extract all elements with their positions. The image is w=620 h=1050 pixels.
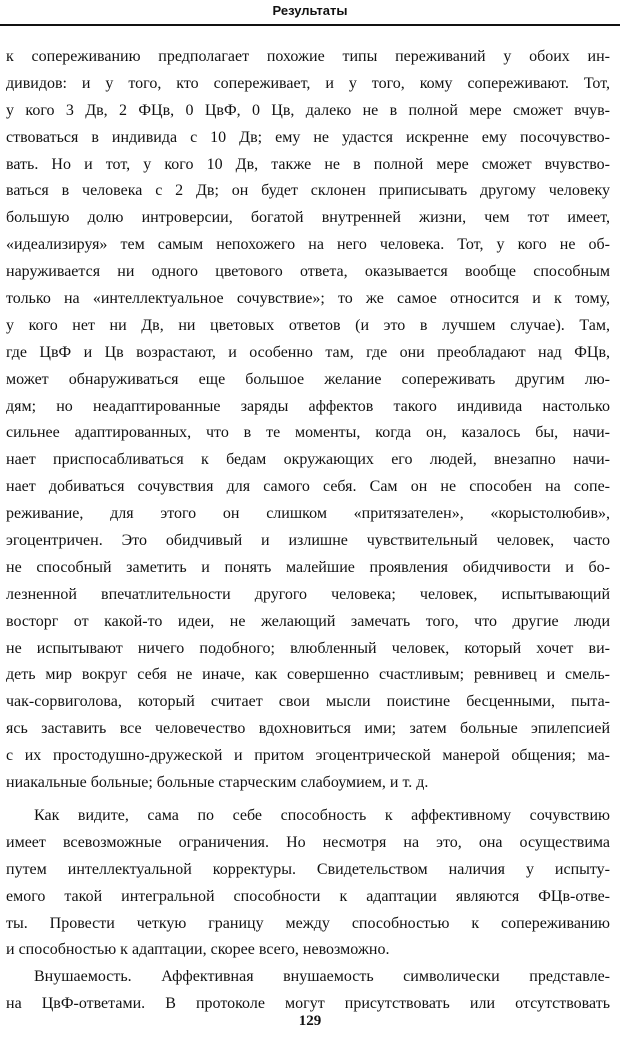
text-line: дивидов: и у того, кто сопереживает, и у того, кому сопереживают. Тот, xyxy=(6,74,610,92)
text-line: реживание, для этого он слишком «притязателен», «корыстолюбив», xyxy=(6,505,610,523)
running-header xyxy=(0,0,620,28)
text-line: не способный заметить и понять малейшие проявления обидчивости и бо- xyxy=(6,558,610,576)
text-line: имеет всевозможные ограничения. Но несмотря на это, она осуществима xyxy=(6,833,610,851)
text-line: ясь заставить все человечество вдохновиться ими; затем больные эпилепсией xyxy=(6,720,610,738)
text-line: большую долю интроверсии, богатой внутренней жизни, чем тот имеет, xyxy=(6,209,610,227)
text-line: не испытывают ничего подобного; влюбленный человек, который хочет ви- xyxy=(6,639,610,657)
text-line: с их простодушно-дружеской и притом эгоцентрической манерой общения; ма- xyxy=(6,747,610,765)
text-line: чак-сорвиголова, который считает свои мысли поистине бесценными, пыта- xyxy=(6,693,610,711)
text-line: деть мир вокруг себя не иначе, как совершенно счастливым; ревнивец и смель- xyxy=(6,666,610,684)
text-line: на ЦвФ-ответами. В протоколе могут присутствовать или отсутствовать xyxy=(6,995,610,1013)
text-line: наруживается ни одного цветового ответа, оказывается вообще способным xyxy=(6,263,610,281)
page-footer xyxy=(0,1012,620,1030)
paragraph-first-line: Как видите, сама по себе способность к аффективному сочувствию xyxy=(34,806,610,824)
text-line: к сопереживанию предполагает похожие типы переживаний у обоих ин- xyxy=(6,48,610,65)
text-line: у кого нет ни Дв, ни цветовых ответов (и это в лучшем случае). Там, xyxy=(6,316,610,334)
text-line: эгоцентричен. Это обидчивый и излишне чувствительный человек, часто xyxy=(6,532,610,550)
text-line: вать. Но и тот, у кого 10 Дв, также не в полной мере сможет вчувство- xyxy=(6,155,610,173)
text-line: только на «интеллектуальное сочувствие»; то же самое относится и к тому, xyxy=(6,290,610,308)
text-line: ствоваться в индивида с 10 Дв; ему не удастся искренне ему посочувство- xyxy=(6,128,610,146)
text-line: у кого 3 Дв, 2 ФЦв, 0 ЦвФ, 0 Цв, далеко не в полной мере сможет вчув- xyxy=(6,101,610,119)
header-title: Результаты xyxy=(272,3,348,18)
header-rule xyxy=(0,24,620,26)
body-text xyxy=(6,44,610,1018)
text-line: «идеализируя» тем самым непохожего на него человека. Тот, у кого не об- xyxy=(6,236,610,254)
text-line: нает приспосабливаться к бедам окружающих его людей, внезапно начи- xyxy=(6,451,610,469)
text-line: лезненной впечатлительности другого человека; человек, испытывающий xyxy=(6,585,610,603)
text-line: нает добиваться сочувствия для самого себя. Сам он не способен на сопе- xyxy=(6,478,610,496)
paragraph-first-line: Внушаемость. Аффективная внушаемость символически представле- xyxy=(34,968,610,986)
text-line: емого такой интегральной способности к адаптации являются ФЦв-отве- xyxy=(6,887,610,905)
text-line: путем интеллектуальной корректуры. Свидетельством наличия у испыту- xyxy=(6,860,610,878)
text-line: может обнаруживаться еще большое желание сопереживать другим лю- xyxy=(6,370,610,388)
page-number: 129 xyxy=(298,1013,322,1029)
text-line: ваться в человека с 2 Дв; он будет склонен приписывать другому человеку xyxy=(6,182,610,200)
text-line: сильнее адаптированных, что в те моменты, когда он, казалось бы, начи- xyxy=(6,424,610,442)
text-line: восторг от какой-то идеи, не желающий замечать того, что другие люди xyxy=(6,612,610,630)
text-line: и способностью к адаптации, скорее всего, невозможно. xyxy=(6,941,390,959)
text-line: ты. Провести четкую границу между способностью к сопереживанию xyxy=(6,914,610,932)
text-line: где ЦвФ и Цв возрастают, и особенно там, где они преобладают над ФЦв, xyxy=(6,343,610,361)
text-line: ниакальные больные; больные старческим слабоумием, и т. д. xyxy=(6,774,429,792)
text-line: дям; но неадаптированные заряды аффектов такого индивида настолько xyxy=(6,397,610,415)
